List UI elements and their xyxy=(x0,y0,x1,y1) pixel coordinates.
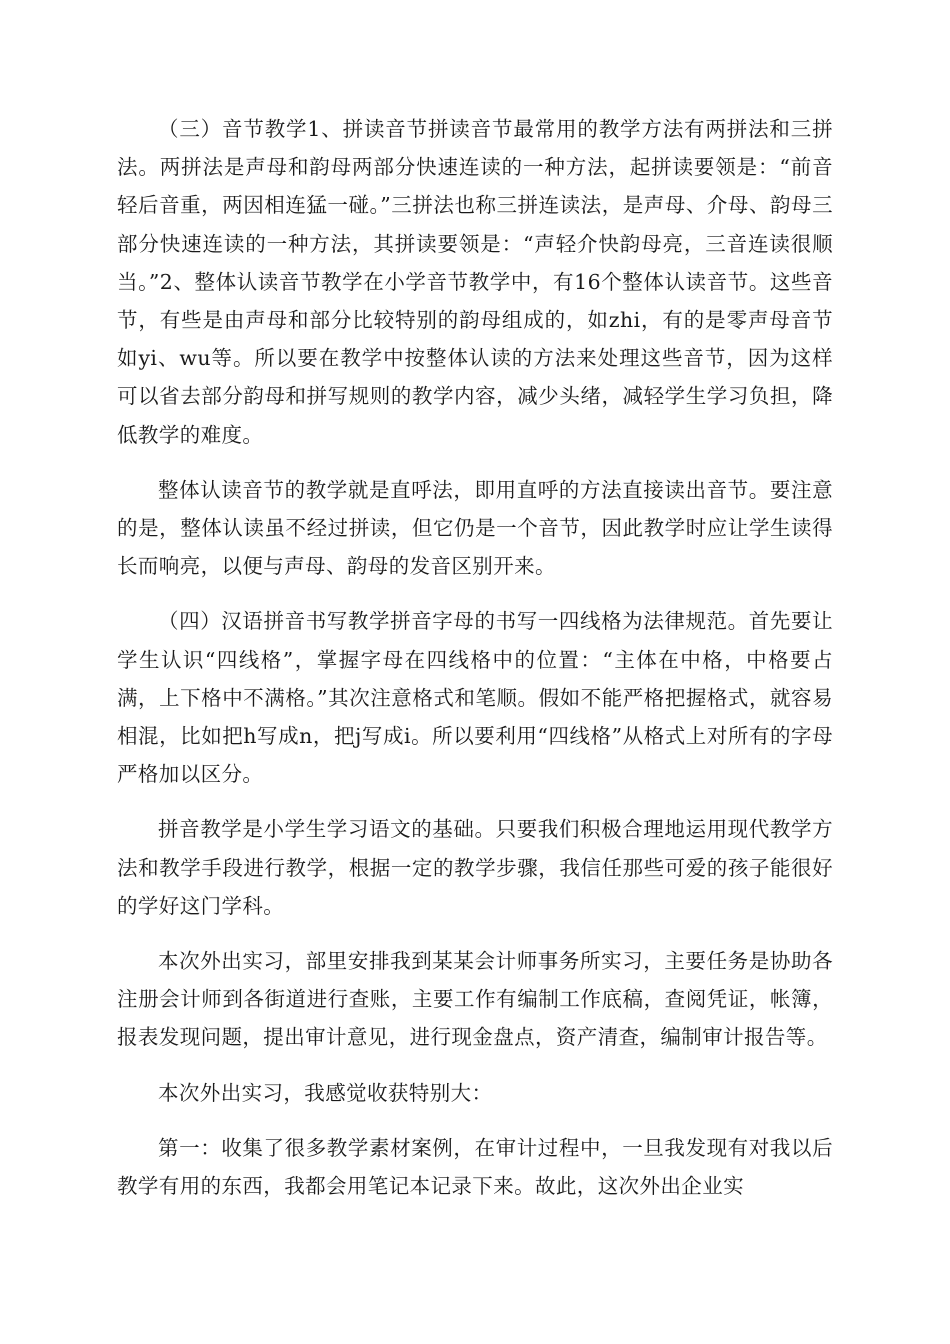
paragraph-first-point: 第一：收集了很多教学素材案例，在审计过程中，一旦我发现有对我以后教学有用的东西，我都会用笔记本记录下来。故此，这次外出企业实 xyxy=(117,1135,833,1199)
paragraph-pinyin-writing: （四）汉语拼音书写教学拼音字母的书写一四线格为法律规范。首先要让学生认识“四线格”，掌握字母在四线格中的位置：“主体在中格，中格要占满，上下格中不满格。”其次注意格式和笔顺。假如不能严格把握格式，就容易相混，比如把h写成n，把j写成i。所以要利用“四线格”从格式上对所有的字母严格加以区分。 xyxy=(117,609,833,787)
paragraph-internship-intro: 本次外出实习，部里安排我到某某会计师事务所实习，主要任务是协助各注册会计师到各街道进行查账，主要工作有编制工作底稿，查阅凭证，帐簿，报表发现问题，提出审计意见，进行现金盘点，资产清查，编制审计报告等。 xyxy=(117,949,833,1050)
paragraph-whole-reading: 整体认读音节的教学就是直呼法，即用直呼的方法直接读出音节。要注意的是，整体认读虽不经过拼读，但它仍是一个音节，因此教学时应让学生读得长而响亮，以便与声母、韵母的发音区别开来。 xyxy=(117,477,833,579)
document-body xyxy=(117,110,833,1222)
paragraph-pinyin-summary: 拼音教学是小学生学习语文的基础。只要我们积极合理地运用现代教学方法和教学手段进行教学，根据一定的教学步骤，我信任那些可爱的孩子能很好的学好这门学科。 xyxy=(117,817,833,918)
paragraph-syllable-teaching: （三）音节教学1、拼读音节拼读音节最常用的教学方法有两拼法和三拼法。两拼法是声母和韵母两部分快速连读的一种方法，起拼读要领是：“前音轻后音重，两因相连猛一碰。”三拼法也称三拼连读法，是声母、介母、韵母三部分快速连读的一种方法，其拼读要领是：“声轻介快韵母亮，三音连读很顺当。”2、整体认读音节教学在小学音节教学中，有16个整体认读音节。这些音节，有些是由声母和部分比较特别的韵母组成的，如zhi，有的是零声母音节如yi、wu等。所以要在教学中按整体认读的方法来处理这些音节，因为这样可以省去部分韵母和拼写规则的教学内容，减少头绪，减轻学生学习负担，降低教学的难度。 xyxy=(117,117,833,447)
paragraph-internship-gain: 本次外出实习，我感觉收获特别大： xyxy=(158,1080,493,1105)
